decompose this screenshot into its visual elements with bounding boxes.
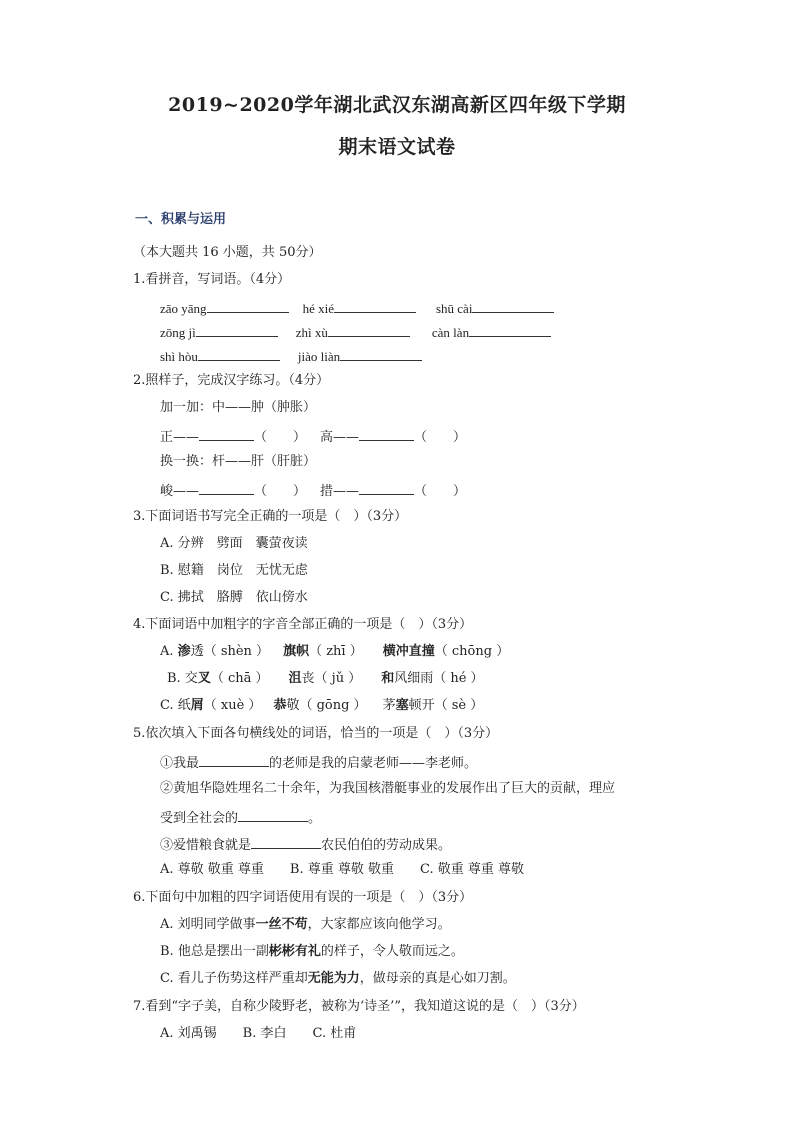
option-text: （ zhī ） (309, 644, 363, 659)
q2-example-2: 换一换：杆——肝（肝脏） (160, 454, 317, 469)
option-text: 顿开（ sè ） (408, 698, 484, 713)
answer-blank[interactable] (469, 322, 551, 337)
answer-blank[interactable] (340, 346, 422, 361)
bold-char: 沮 (288, 671, 302, 686)
option-text: B. 他总是摆出一副 (160, 944, 269, 959)
q2-example-1: 加一加：中——肿（肿胀） (160, 400, 317, 415)
answer-blank[interactable] (199, 480, 254, 495)
bold-char: 恭 (273, 698, 287, 713)
pinyin-item: shì hòu (160, 349, 198, 364)
q2-item: 峻—— (160, 484, 200, 499)
option-text: （ chōng ） (434, 644, 510, 659)
option-text: （ chā ） (210, 671, 269, 686)
answer-blank[interactable] (472, 298, 554, 313)
q7-options[interactable]: A. 刘禹锡 B. 李白 C. 杜甫 (160, 1026, 357, 1041)
question-7-stem: 7.看到“字子美，自称少陵野老，被称为‘诗圣’”，我知道这说的是（ ）（3分） (133, 999, 585, 1014)
sentence-text: ③爱惜粮食就是 (160, 838, 252, 853)
q3-option-a[interactable]: A. 分辨 劈面 囊萤夜读 (160, 536, 308, 551)
bold-char: 渗 (177, 644, 191, 659)
option-text: （ xuè ） (203, 698, 262, 713)
sentence-text: 农民伯伯的劳动成果。 (321, 838, 452, 853)
sentence-text: 。 (308, 811, 322, 826)
answer-paren[interactable]: （ ） (254, 484, 307, 499)
q5-sentence-3 (160, 834, 451, 855)
q6-option-a[interactable] (160, 916, 451, 934)
q6-option-b[interactable] (160, 943, 464, 961)
option-text: C. 纸 (160, 698, 191, 713)
option-text: C. 看儿子伤势这样严重却 (160, 971, 308, 986)
answer-blank[interactable] (198, 346, 280, 361)
answer-blank[interactable] (359, 480, 414, 495)
section-note: （本大题共 16 小题，共 50分） (133, 245, 322, 260)
q5-sentence-2-cont (160, 807, 321, 828)
option-text: 敬（ gōng ） (286, 698, 367, 713)
option-text: A. 刘明同学做事 (160, 917, 256, 932)
answer-blank[interactable] (196, 322, 278, 337)
answer-paren[interactable]: （ ） (414, 430, 467, 445)
q4-option-b[interactable] (167, 670, 484, 688)
pinyin-item: zōng jì (160, 325, 196, 340)
sentence-text: 受到全社会的 (160, 811, 239, 826)
bold-char: 叉 (197, 671, 211, 686)
bold-char: 横冲直撞 (382, 644, 435, 659)
answer-blank[interactable] (328, 322, 410, 337)
question-6-stem: 6.下面句中加粗的四字词语使用有误的一项是（ ）（3分） (133, 890, 473, 905)
section-heading: 一、积累与运用 (135, 212, 227, 227)
bold-char: 塞 (395, 698, 409, 713)
answer-blank[interactable] (251, 834, 321, 849)
q3-option-b[interactable]: B. 慰籍 岗位 无忧无虑 (160, 563, 308, 578)
paper-title-line2: 期末语文试卷 (338, 136, 456, 158)
q4-option-a[interactable] (160, 643, 509, 661)
pinyin-item: càn làn (431, 325, 470, 340)
answer-blank[interactable] (199, 752, 269, 767)
question-3-stem: 3.下面词语书写完全正确的一项是（ ）（3分） (133, 509, 408, 524)
q5-sentence-1 (160, 752, 477, 773)
sentence-text: 的老师是我的启蒙老师——李老师。 (269, 756, 478, 771)
answer-blank[interactable] (207, 298, 289, 313)
q2-item: 高—— (320, 430, 360, 445)
option-text: ，大家都应该向他学习。 (307, 917, 451, 932)
q3-option-c[interactable]: C. 拂拭 胳膊 依山傍水 (160, 590, 308, 605)
answer-blank[interactable] (359, 426, 414, 441)
q6-option-c[interactable] (160, 970, 516, 988)
bold-char: 和 (381, 671, 395, 686)
option-text: ，做母亲的真是心如刀割。 (359, 971, 516, 986)
q1-row3 (160, 346, 422, 366)
answer-paren[interactable]: （ ） (254, 430, 307, 445)
option-text: 风细雨（ hé ） (394, 671, 484, 686)
answer-blank[interactable] (238, 807, 308, 822)
option-label: A. (160, 644, 174, 659)
pinyin-item: hé xié (302, 301, 334, 316)
paper-title-line1: 2019~2020学年湖北武汉东湖高新区四年级下学期 (168, 94, 626, 116)
option-text: 茅 (382, 698, 396, 713)
pinyin-item: jiào liàn (297, 349, 341, 364)
bold-idiom: 一丝不苟 (255, 917, 308, 932)
answer-blank[interactable] (199, 426, 254, 441)
pinyin-item: zāo yāng (160, 301, 207, 316)
bold-idiom: 彬彬有礼 (268, 944, 321, 959)
question-2-stem: 2.照样子，完成汉字练习。（4分） (133, 373, 330, 388)
q5-sentence-2: ②黄旭华隐姓埋名二十余年，为我国核潜艇事业的发展作出了巨大的贡献，理应 (160, 781, 616, 796)
q1-row2 (160, 322, 551, 342)
bold-char: 旗帜 (283, 644, 310, 659)
question-4-stem: 4.下面词语中加粗字的字音全部正确的一项是（ ）（3分） (133, 617, 473, 632)
option-text: 透（ shèn ） (190, 644, 270, 659)
q2-item: 措—— (320, 484, 360, 499)
option-text: B. 交 (167, 671, 198, 686)
option-text: 丧（ jǔ ） (301, 671, 362, 686)
q1-row1 (160, 298, 554, 318)
q2-row2 (160, 480, 466, 501)
q4-option-c[interactable] (160, 697, 483, 715)
q5-options[interactable]: A. 尊敬 敬重 尊重 B. 尊重 尊敬 敬重 C. 敬重 尊重 尊敬 (160, 862, 525, 877)
question-1-stem: 1.看拼音，写词语。（4分） (133, 272, 291, 287)
q2-item: 正—— (160, 430, 200, 445)
pinyin-item: zhì xù (295, 325, 328, 340)
answer-blank[interactable] (334, 298, 416, 313)
question-5-stem: 5.依次填入下面各句横线处的词语，恰当的一项是（ ）（3分） (133, 726, 499, 741)
q2-row1 (160, 426, 466, 447)
bold-char: 屑 (190, 698, 204, 713)
sentence-text: ①我最 (160, 756, 200, 771)
option-text: 的样子，令人敬而远之。 (320, 944, 464, 959)
bold-idiom: 无能为力 (307, 971, 360, 986)
pinyin-item: shū cài (435, 301, 473, 316)
answer-paren[interactable]: （ ） (414, 484, 467, 499)
